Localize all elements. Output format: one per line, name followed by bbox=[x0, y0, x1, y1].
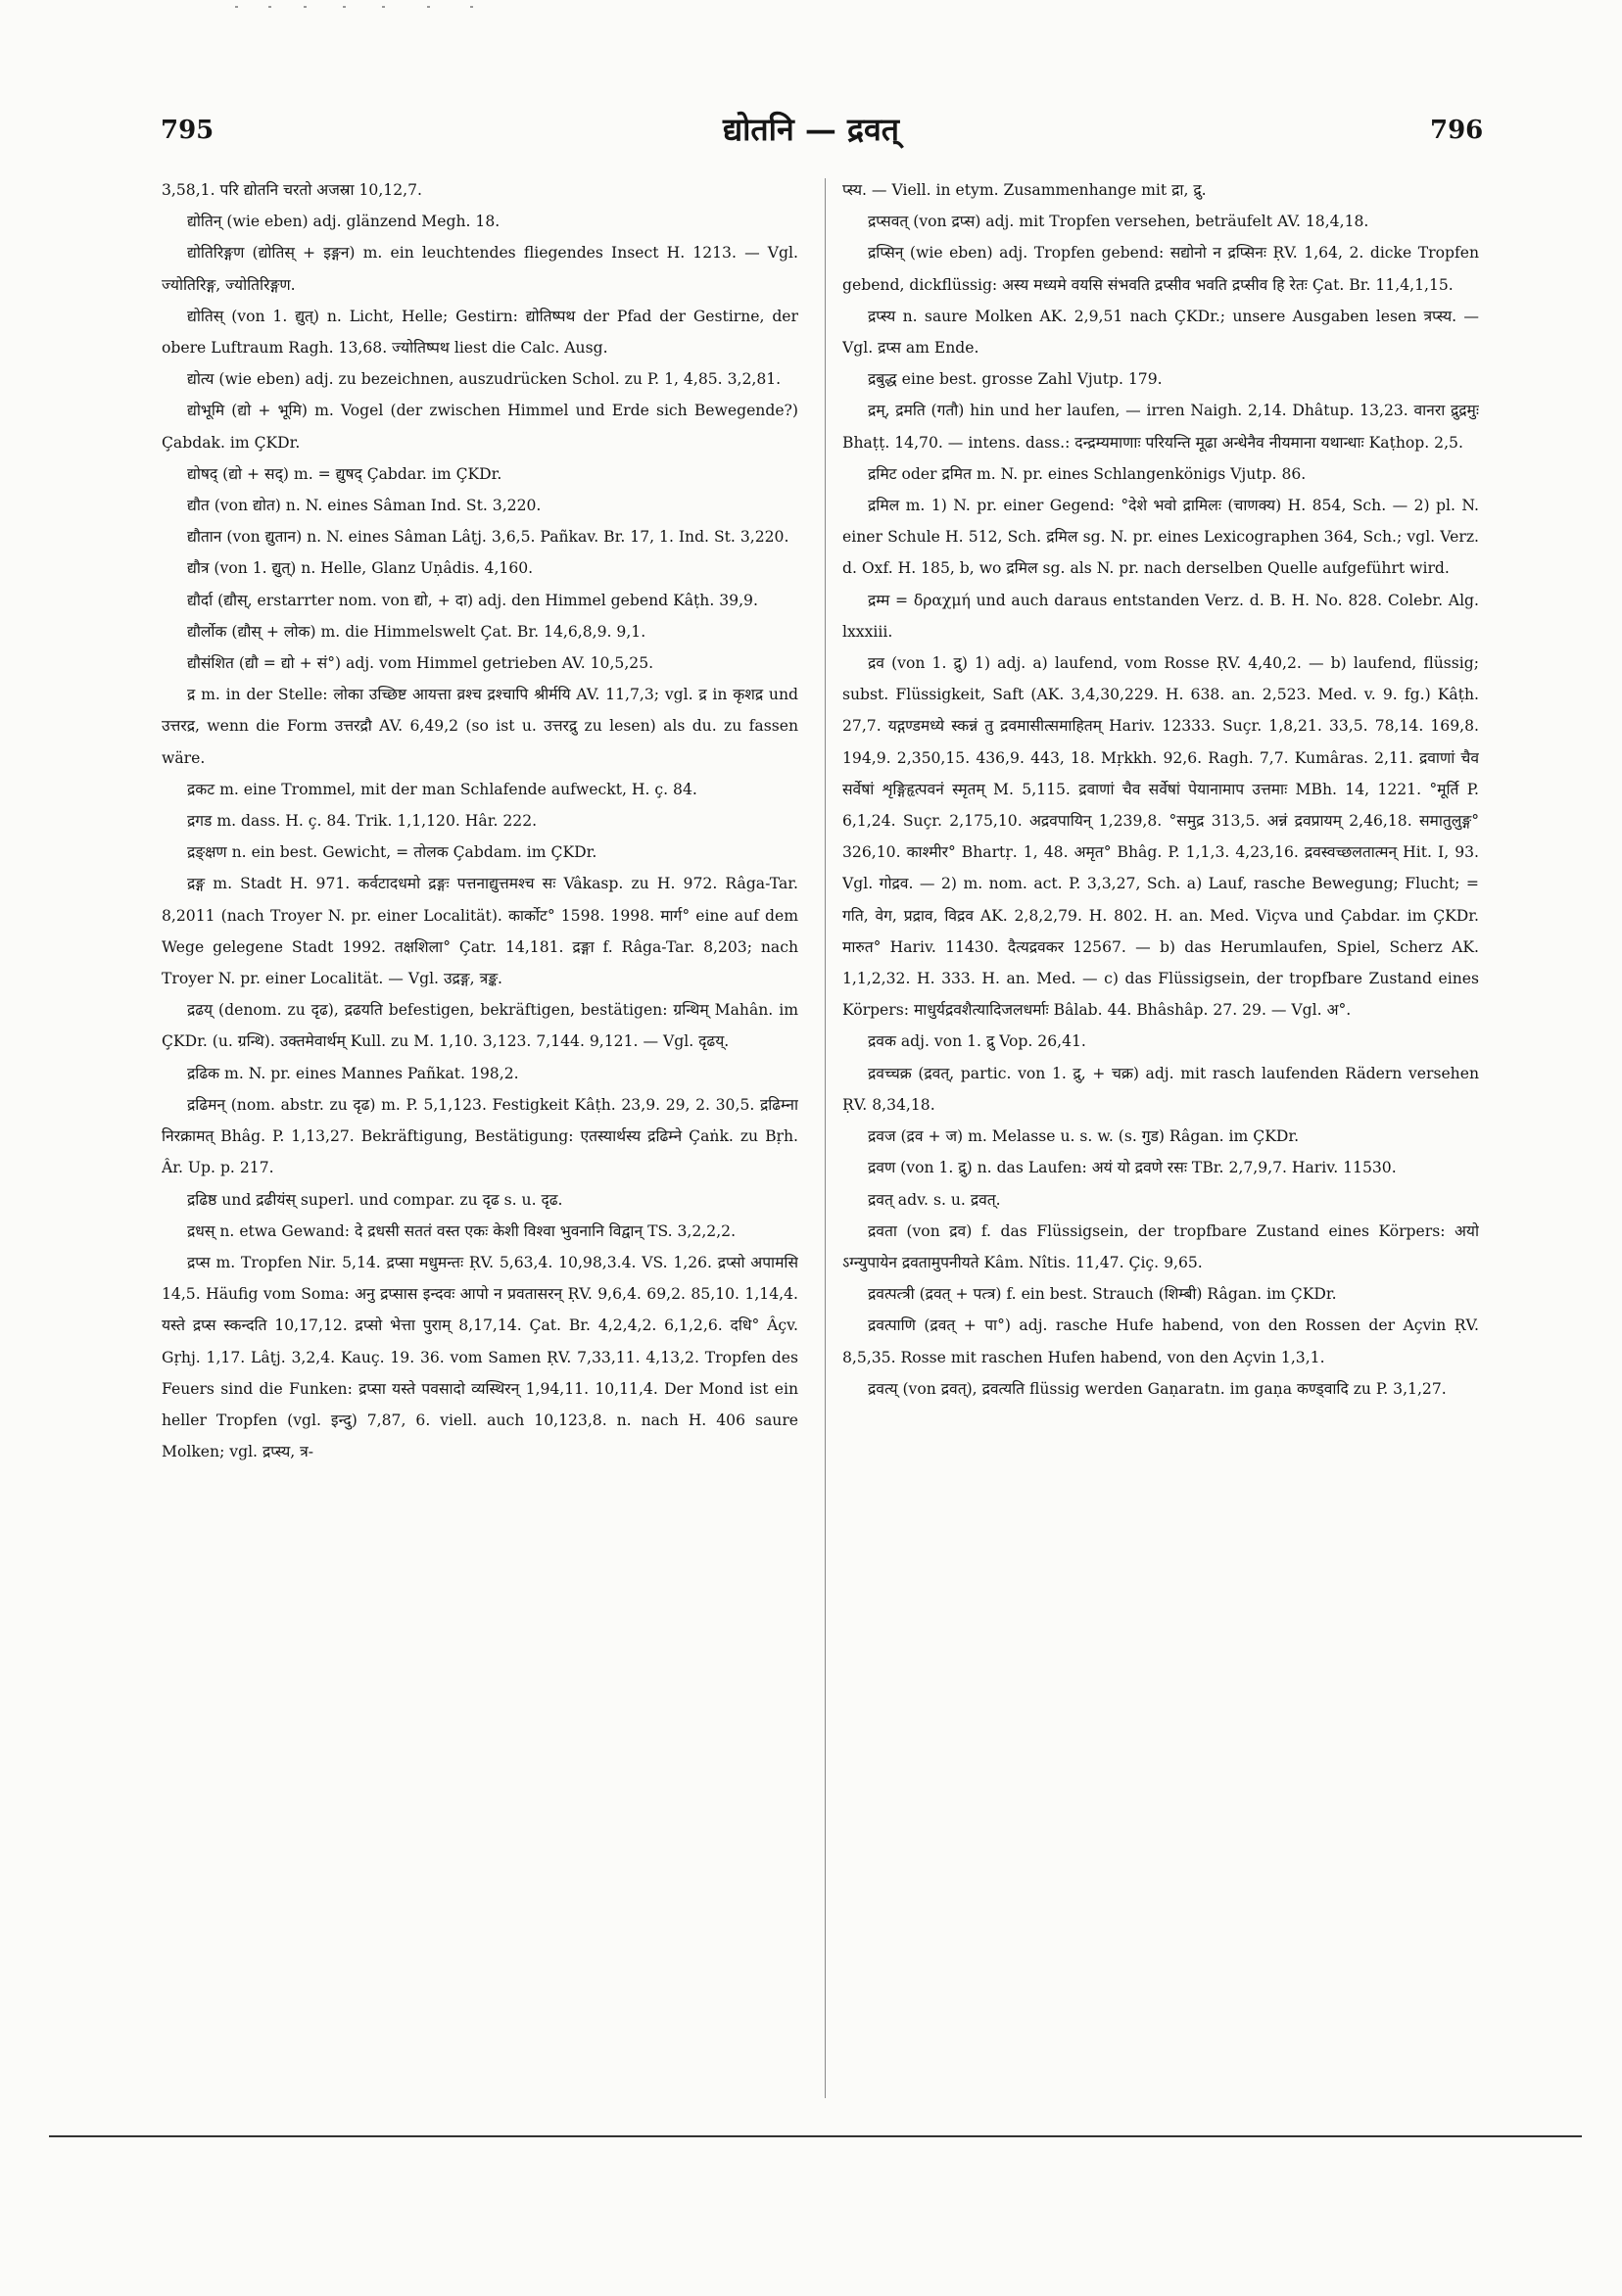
dictionary-entry: द्यौसंशित (द्यौ = द्यो + सं°) adj. vom Himmel getrieben AV. 10,5,25. bbox=[187, 654, 654, 673]
dictionary-entry: द्यौर्लोक (द्यौस् + लोक) m. die Himmelswelt Çat. Br. 14,6,8,9. 9,1. bbox=[187, 622, 646, 641]
dictionary-entry: द्रप्स m. Tropfen Nir. 5,14. द्रप्सा मधुमन्तः ṚV. 5,63,4. 10,98,3.4. VS. 1,26. द्रप्सो अपामसि 14,5. Häufig vom Soma: अनु द्रप्सास इन्दवः आपो न प्रवतासरन् ṚV. 9,6,4. 69,2. 85,10. 1,14,4. यस्ते द्रप्स स्कन्दति 10,17,12. द्रप्सो भेत्ता पुराम् 8,17,14. Çat. Br. 4,2,4,2. 6,1,2,6. दधि° Âçv. Gṛhj. 1,17. Lâṭj. 3,2,4. Kauç. 19. 36. vom Samen ṚV. 7,33,11. 4,13,2. Tropfen des Feuers sind die Funken: द्रप्सा यस्ते पवसादो व्यस्थिरन् 1,94,11. 10,11,4. Der Mond ist ein heller Tropfen (vgl. इन्दु) 7,87, 6. viell. auch 10,123,8. n. nach H. 406 saure Molken; vgl. द्रप्स्य, त्र- bbox=[162, 1253, 798, 1461]
dictionary-entry: द्रढय् (denom. zu दृढ), द्रढयति befestigen, bekräftigen, bestätigen: ग्रन्थिम् Mahân. im ÇKDr. (u. ग्रन्थि). उक्तमेवार्थम् Kull. zu M. 1,10. 3,123. 7,144. 9,121. — Vgl. दृढय्. bbox=[162, 1001, 798, 1051]
dictionary-entry: द्रवत् adv. s. u. द्रवत्. bbox=[868, 1190, 1001, 1209]
dictionary-entry: द्रढिमन् (nom. abstr. zu दृढ) m. P. 5,1,123. Festigkeit Kâṭh. 23,9. 29, 2. 30,5. द्रढिम्ना निरक्रामत् Bhâg. P. 1,13,27. Bekräftigung, Bestätigung: एतस्यार्थस्य द्रढिम्ने Çaṅk. zu Bṛh. Âr. Up. p. 217. bbox=[162, 1095, 798, 1177]
dictionary-entry: प्स्य. — Viell. in etym. Zusammenhange mit द्रा, द्रु. bbox=[842, 181, 1207, 199]
dictionary-entry: द्रढिष्ठ und द्रढीयंस् superl. und compar. zu दृढ s. u. दृढ. bbox=[187, 1190, 563, 1209]
page-header bbox=[0, 108, 1622, 151]
dictionary-entry: द्योभूमि (द्यो + भूमि) m. Vogel (der zwischen Himmel und Erde sich Bewegende?) Çabdak. im ÇKDr. bbox=[162, 402, 798, 452]
dictionary-entry: द्योतिरिङ्गण (द्योतिस् + इङ्गन) m. ein leuchtendes fliegendes Insect H. 1213. — Vgl. ज्योतिरिङ्ग, ज्योतिरिङ्गण. bbox=[162, 244, 798, 294]
dictionary-entry: द्रवत्पाणि (द्रवत् + पा°) adj. rasche Hufe habend, von den Rossen der Açvin ṚV. 8,5,35. Rosse mit raschen Hufen habend, von den Açvin 1,3,1. bbox=[842, 1316, 1479, 1366]
dictionary-entry: द्योतिन् (wie eben) adj. glänzend Megh. 18. bbox=[187, 213, 501, 231]
dictionary-entry: द्रम्, द्रमति (गतौ) hin und her laufen, — irren Naigh. 2,14. Dhâtup. 13,23. वानरा द्रुद्रमुः Bhaṭṭ. 14,70. — intens. dass.: दन्द्रम्यमाणाः परियन्ति मूढा अन्धेनैव नीयमाना यथान्धाः Kaṭhop. 2,5. bbox=[842, 402, 1479, 452]
dictionary-entry: द्यौतान (von द्युतान) n. N. eines Sâman Lâṭj. 3,6,5. Pañkav. Br. 17, 1. Ind. St. 3,220. bbox=[187, 528, 789, 547]
dictionary-entry: द्रवत्पत्त्री (द्रवत् + पत्त्र) f. ein best. Strauch (शिम्बी) Râgan. im ÇKDr. bbox=[868, 1285, 1337, 1304]
dictionary-entry: द्रकट m. eine Trommel, mit der man Schlafende aufweckt, H. ç. 84. bbox=[187, 780, 697, 798]
right-column bbox=[842, 174, 1479, 2153]
dictionary-entry: द्यौत (von द्योत) n. N. eines Sâman Ind. St. 3,220. bbox=[187, 497, 542, 515]
scan-specks bbox=[235, 0, 529, 14]
dictionary-entry: द्र m. in der Stelle: लोका उच्छिष्ट आयत्ता व्रश्च द्रश्चापि श्रीर्मयि AV. 11,7,3; vgl. द्र in कृशद्र und उत्तरद्र, wenn die Form उत्तरद्रौ AV. 6,49,2 (so ist u. उत्तरद्रु zu lesen) als du. zu fassen wäre. bbox=[162, 686, 798, 767]
dictionary-entry: द्रङ्क्षण n. ein best. Gewicht, = तोलक Çabdam. im ÇKDr. bbox=[187, 843, 597, 862]
left-column bbox=[162, 174, 798, 2153]
dictionary-entry: द्यौत्र (von 1. द्युत्) n. Helle, Glanz Uṇâdis. 4,160. bbox=[187, 559, 534, 578]
dictionary-entry: द्रढिक m. N. pr. eines Mannes Pañkat. 198,2. bbox=[187, 1064, 519, 1082]
dictionary-entry: द्योत्य (wie eben) adj. zu bezeichnen, auszudrücken Schol. zu P. 1, 4,85. 3,2,81. bbox=[187, 370, 782, 389]
dictionary-entry: द्रङ्ग m. Stadt H. 971. कर्वटादधमो द्रङ्गः पत्तनाद्युत्तमश्च सः Vâkasp. zu H. 972. Râga-Tar. 8,2011 (nach Troyer N. pr. einer Localität). कार्कोट° 1598. 1998. मार्ग° eine auf dem Wege gelegene Stadt 1992. तक्षशिला° Çatr. 14,181. द्रङ्गा f. Râga-Tar. 8,203; nach Troyer N. pr. einer Localität. — Vgl. उद्रङ्ग, त्रङ्क. bbox=[162, 875, 798, 988]
dictionary-entry: द्रम्म = δραχμή und auch daraus entstanden Verz. d. B. H. No. 828. Colebr. Alg. lxxxiii. bbox=[842, 591, 1479, 641]
dictionary-entry: द्रवक adj. von 1. द्रु Vop. 26,41. bbox=[868, 1032, 1086, 1051]
dictionary-entry: द्रमिल m. 1) N. pr. einer Gegend: °देशे भवो द्रामिलः (चाणक्य) H. 854, Sch. — 2) pl. N. einer Schule H. 512, Sch. द्रमिल sg. N. pr. eines Lexicographen 364, Sch.; vgl. Verz. d. Oxf. H. 185, b, wo द्रमिल sg. als N. pr. nach derselben Quelle aufgeführt wird. bbox=[842, 497, 1479, 578]
dictionary-entry: द्रप्सिन् (wie eben) adj. Tropfen gebend: सद्योनो न द्रप्सिनः ṚV. 1,64, 2. dicke Tropfen gebend, dickflüssig: अस्य मध्यमे वयसि संभवति द्रप्सीव भवति द्रप्सीव हि रेतः Çat. Br. 11,4,1,15. bbox=[842, 244, 1479, 294]
dictionary-entry: द्रप्सवत् (von द्रप्स) adj. mit Tropfen versehen, beträufelt AV. 18,4,18. bbox=[868, 213, 1369, 231]
dictionary-entry: द्रमिट oder द्रमित m. N. pr. eines Schlangenkönigs Vjutp. 86. bbox=[868, 464, 1307, 483]
dictionary-entry: द्रधस् n. etwa Gewand: दे द्रधसी सततं वस्त एकः केशी विश्वा भुवनानि विद्वान् TS. 3,2,2,2. bbox=[187, 1221, 737, 1240]
dictionary-entry: द्रवज (द्रव + ज) m. Melasse u. s. w. (s. गुड) Râgan. im ÇKDr. bbox=[868, 1127, 1300, 1146]
left-page-number: 795 bbox=[161, 116, 215, 145]
dictionary-entry: 3,58,1. परि द्योतनि चरतो अजस्रा 10,12,7. bbox=[162, 181, 422, 199]
running-head: द्योतनि — द्रवत् bbox=[722, 111, 900, 148]
dictionary-entry: द्रप्स्य n. saure Molken AK. 2,9,51 nach ÇKDr.; unsere Ausgaben lesen त्रप्स्य. — Vgl. द्रप्स am Ende. bbox=[842, 307, 1479, 358]
dictionary-entry: द्रवण (von 1. द्रु) n. das Laufen: अयं यो द्रवणे रसः TBr. 2,7,9,7. Hariv. 11530. bbox=[868, 1159, 1397, 1177]
dictionary-entry: द्रगड m. dass. H. ç. 84. Trik. 1,1,120. Hâr. 222. bbox=[187, 812, 538, 831]
dictionary-entry: द्रवच्चक्र (द्रवत्, partic. von 1. द्रु, + चक्र) adj. mit rasch laufenden Rädern versehen ṚV. 8,34,18. bbox=[842, 1064, 1479, 1114]
dictionary-entry: द्यौर्दा (द्यौस्, erstarrter nom. von द्यो, + दा) adj. den Himmel gebend Kâṭh. 39,9. bbox=[187, 591, 758, 609]
footer-rule bbox=[49, 2135, 1582, 2137]
dictionary-entry: द्रबुद्ध eine best. grosse Zahl Vjutp. 179. bbox=[868, 370, 1163, 389]
dictionary-entry: द्योतिस् (von 1. द्युत्) n. Licht, Helle; Gestirn: द्योतिष्पथ der Pfad der Gestirne, der obere Luftraum Ragh. 13,68. ज्योतिष्पथ liest die Calc. Ausg. bbox=[162, 307, 798, 358]
right-page-number: 796 bbox=[1430, 116, 1484, 145]
dictionary-entry: द्रव (von 1. द्रु) 1) adj. a) laufend, vom Rosse ṚV. 4,40,2. — b) laufend, flüssig; subst. Flüssigkeit, Saft (AK. 3,4,30,229. H. 638. an. 2,523. Med. v. 9. fg.) Kâṭh. 27,7. यद्गण्डमध्ये स्कन्नं तु द्रवमासीत्समाहितम् Hariv. 12333. Suçr. 1,8,21. 33,5. 78,14. 169,8. 194,9. 2,350,15. 436,9. 443, 18. Mṛkkh. 92,6. Ragh. 7,7. Kumâras. 2,11. द्रवाणां चैव सर्वेषां शृङ्गिहृत्पवनं स्मृतम् M. 5,115. द्रवाणां चैव सर्वेषां पेयानामाप उत्तमाः MBh. 14, 1221. °मूर्ति P. 6,1,24. Suçr. 2,175,10. अद्रवपायिन् 1,239,8. °समुद्र 313,5. अन्नं द्रवप्रायम् 2,46,18. समातुलुङ्ग° 326,10. काश्मीर° Bhartṛ. 1, 48. अमृत° Bhâg. P. 1,1,3. 4,23,16. द्रवस्वच्छलतात्मन् Hit. I, 93. Vgl. गोद्रव. — 2) m. nom. act. P. 3,3,27, Sch. a) Lauf, rasche Bewegung; Flucht; = गति, वेग, प्रद्राव, विद्रव AK. 2,8,2,79. H. 802. H. an. Med. Viçva und Çabdar. im ÇKDr. मारुत° Hariv. 11430. दैत्यद्रवकर 12567. — b) das Herumlaufen, Spiel, Scherz AK. 1,1,2,32. H. 333. H. an. Med. — c) das Flüssigsein, der tropfbare Zustand eines Körpers: माधुर्यद्रवशैत्यादिजलधर्माः Bâlab. 44. Bhâshâp. 27. 29. — Vgl. अ°. bbox=[842, 654, 1479, 1020]
column-divider bbox=[825, 178, 826, 2098]
dictionary-entry: द्योषद् (द्यो + सद्) m. = द्युषद् Çabdar. im ÇKDr. bbox=[187, 464, 502, 483]
dictionary-entry: द्रवत्य् (von द्रवत्), द्रवत्यति flüssig werden Gaṇaratn. im gaṇa कण्ड्वादि zu P. 3,1,27. bbox=[868, 1379, 1447, 1398]
dictionary-entry: द्रवता (von द्रव) f. das Flüssigsein, der tropfbare Zustand eines Körpers: अयो ऽग्न्युपायेन द्रवतामुपनीयते Kâm. Nîtis. 11,47. Çiç. 9,65. bbox=[842, 1221, 1479, 1271]
